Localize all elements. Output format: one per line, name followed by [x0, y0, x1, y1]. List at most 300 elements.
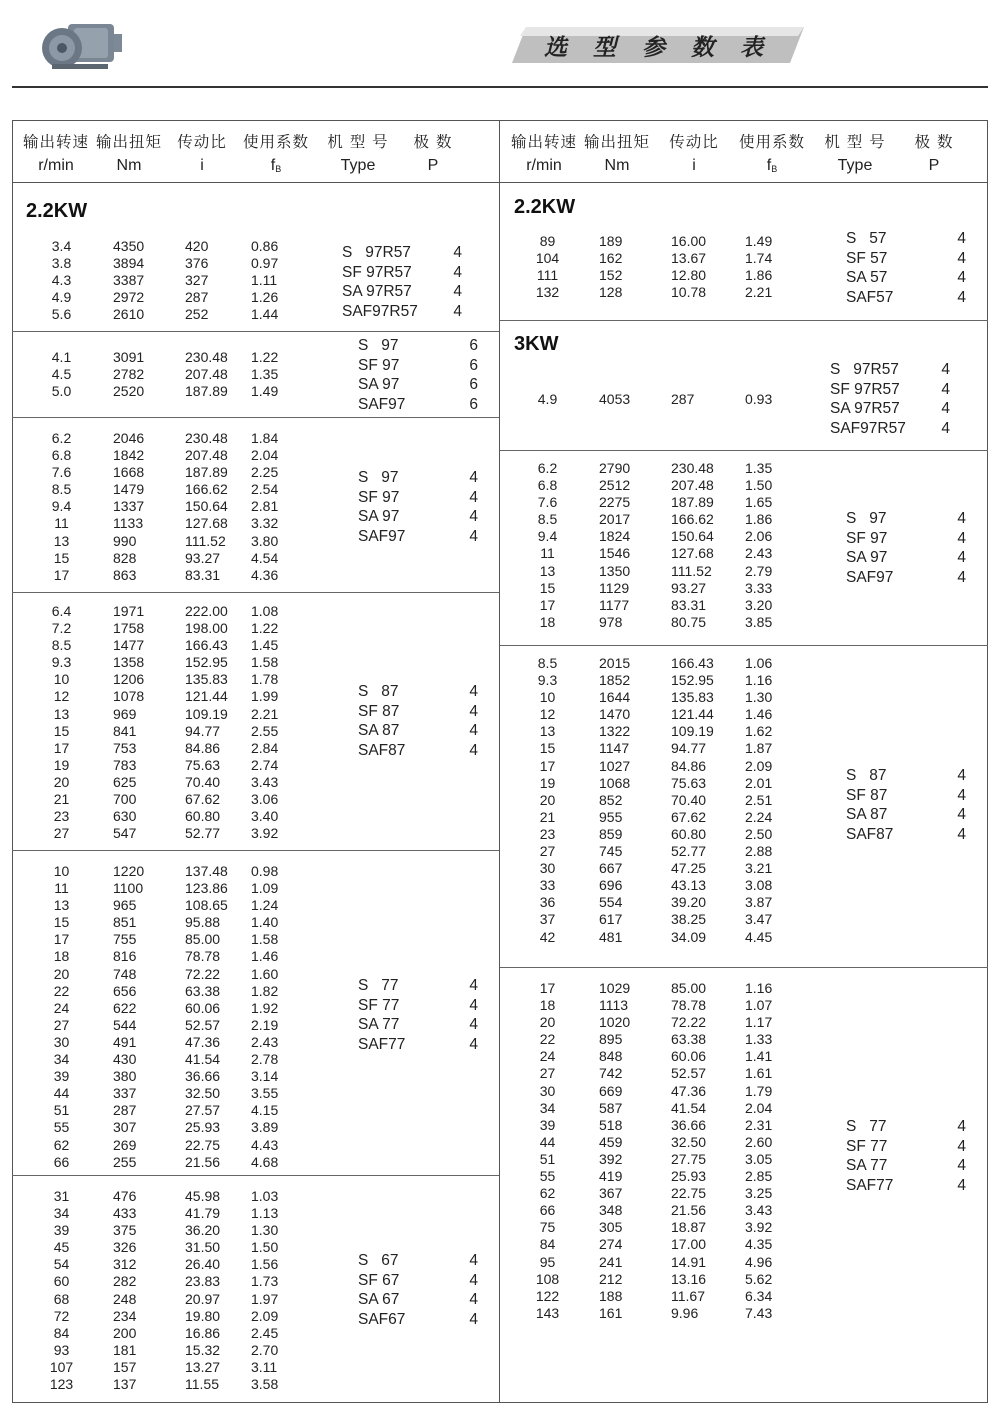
ratio-cell: 38.25 — [671, 911, 707, 928]
speed-cell: 4.1 — [51, 349, 72, 365]
ratio-cell: 47.36 — [671, 1082, 707, 1099]
ratio-cell: 26.40 — [185, 1256, 221, 1273]
factor-cell: 0.86 — [251, 238, 279, 254]
model-type: SAF87 — [358, 741, 406, 759]
speed-cell: 13 — [539, 723, 556, 740]
type-row — [358, 682, 478, 702]
torque-cell: 234 — [113, 1307, 137, 1324]
model-type: SF 77 — [358, 996, 400, 1014]
torque-cell: 828 — [113, 549, 137, 566]
factor-cell: 1.24 — [251, 897, 279, 914]
speed-cell: 89 — [539, 233, 556, 249]
pole-count: 4 — [957, 249, 966, 267]
table-row — [520, 843, 805, 860]
ratio-cell: 13.27 — [185, 1358, 221, 1375]
speed-cell: 17 — [539, 757, 556, 774]
speed-cell: 20 — [539, 1014, 556, 1031]
ratio-cell: 25.93 — [185, 1119, 221, 1136]
ratio-cell: 17.00 — [671, 1236, 707, 1253]
pole-count: 4 — [957, 1118, 966, 1135]
torque-cell: 1824 — [599, 528, 631, 545]
factor-cell: 1.49 — [251, 383, 279, 400]
table-row — [520, 563, 805, 580]
type-row — [846, 786, 966, 806]
table-row — [34, 255, 311, 272]
ratio-cell: 108.65 — [185, 897, 228, 914]
factor-cell: 3.80 — [251, 532, 279, 549]
table-row — [34, 1291, 311, 1308]
torque-cell: 755 — [113, 931, 137, 948]
pole-count: 4 — [469, 508, 478, 525]
ratio-cell: 166.62 — [185, 481, 228, 498]
factor-cell: 1.11 — [251, 272, 278, 289]
speed-cell: 30 — [539, 860, 556, 877]
speed-cell: 27 — [53, 1016, 70, 1033]
factor-cell: 0.98 — [251, 863, 279, 879]
speed-cell: 5.0 — [51, 383, 72, 400]
table-row — [520, 597, 805, 614]
ratio-cell: 75.63 — [185, 756, 221, 773]
factor-cell: 1.61 — [745, 1065, 773, 1082]
factor-cell: 1.06 — [745, 655, 773, 671]
torque-cell: 419 — [599, 1168, 623, 1185]
header-poles: 极 数 — [914, 133, 954, 151]
speed-cell: 4.5 — [51, 366, 72, 383]
ratio-cell: 230.48 — [185, 430, 228, 446]
torque-cell: 3894 — [113, 255, 145, 272]
factor-cell: 7.43 — [745, 1304, 773, 1321]
torque-cell: 1477 — [113, 637, 145, 654]
ratio-cell: 84.86 — [671, 757, 707, 774]
factor-cell: 1.44 — [251, 306, 279, 323]
header-rule — [12, 86, 988, 88]
torque-cell: 2275 — [599, 494, 631, 511]
speed-cell: 36 — [539, 894, 556, 911]
pole-count: 4 — [941, 400, 950, 417]
ratio-cell: 43.13 — [671, 877, 707, 894]
torque-cell: 852 — [599, 791, 623, 808]
left-section-1-rows — [34, 349, 311, 400]
left-power-label: 2.2KW — [26, 200, 88, 222]
type-row — [358, 702, 478, 722]
torque-cell: 241 — [599, 1253, 623, 1270]
speed-cell: 6.2 — [537, 460, 558, 476]
speed-cell: 19 — [539, 774, 556, 791]
header-ratio: 传动比 — [177, 133, 227, 151]
torque-cell: 337 — [113, 1085, 137, 1102]
speed-cell: 19 — [53, 756, 70, 773]
speed-cell: 66 — [53, 1153, 70, 1170]
factor-cell: 3.21 — [745, 860, 773, 877]
torque-cell: 895 — [599, 1031, 623, 1048]
ratio-cell: 45.98 — [185, 1188, 221, 1204]
ratio-cell: 32.50 — [671, 1133, 707, 1150]
torque-cell: 1027 — [599, 757, 631, 774]
speed-cell: 15 — [539, 579, 556, 596]
speed-cell: 23 — [539, 825, 556, 842]
factor-cell: 1.35 — [251, 366, 279, 383]
factor-cell: 3.20 — [745, 596, 773, 613]
factor-cell: 1.33 — [745, 1031, 773, 1048]
table-row — [34, 1342, 311, 1359]
table-row — [520, 655, 805, 672]
section-rule — [500, 645, 988, 646]
speed-cell: 62 — [539, 1185, 556, 1202]
type-row — [358, 527, 478, 547]
torque-cell: 137 — [113, 1376, 137, 1393]
speed-cell: 20 — [53, 965, 70, 982]
speed-cell: 93 — [53, 1341, 70, 1358]
header-factor-symbol: fB — [270, 157, 282, 174]
ratio-cell: 31.50 — [185, 1239, 221, 1256]
pole-count: 4 — [469, 996, 478, 1014]
ratio-cell: 13.16 — [671, 1270, 707, 1287]
speed-cell: 4.9 — [51, 289, 72, 306]
ratio-cell: 14.91 — [671, 1253, 707, 1270]
type-row — [358, 336, 478, 356]
speed-cell: 143 — [535, 1304, 560, 1321]
speed-cell: 9.4 — [51, 498, 72, 515]
factor-cell: 1.84 — [251, 430, 279, 446]
table-row — [34, 1359, 311, 1376]
factor-cell: 3.43 — [251, 773, 279, 790]
model-type: SF 97 — [358, 356, 400, 374]
speed-cell: 30 — [53, 1033, 70, 1050]
speed-cell: 12 — [539, 706, 556, 723]
model-type: SA 97R57 — [830, 400, 900, 417]
ratio-cell: 111.52 — [671, 562, 712, 579]
table-row — [520, 758, 805, 775]
pole-count: 4 — [469, 488, 478, 506]
factor-cell: 1.58 — [251, 931, 279, 948]
torque-cell: 1358 — [113, 654, 145, 671]
table-row — [34, 567, 311, 584]
ratio-cell: 63.38 — [185, 982, 221, 999]
right-section-0-rows — [520, 233, 805, 301]
ratio-cell: 150.64 — [671, 528, 714, 545]
table-row — [520, 997, 805, 1014]
table-row — [34, 447, 311, 464]
torque-cell: 617 — [599, 911, 623, 928]
pole-count: 4 — [469, 1271, 478, 1289]
table-row — [34, 897, 311, 914]
ratio-cell: 121.44 — [671, 706, 714, 723]
table-row — [34, 1154, 311, 1171]
header-speed-unit: r/min — [526, 157, 562, 174]
torque-cell: 656 — [113, 982, 137, 999]
speed-cell: 39 — [53, 1068, 70, 1085]
torque-cell: 459 — [599, 1133, 623, 1150]
model-type: S 97 — [358, 469, 399, 486]
table-row — [520, 689, 805, 706]
table-row — [34, 515, 311, 532]
table-row — [520, 528, 805, 545]
column-divider — [499, 120, 500, 1403]
model-type: SAF97 — [846, 568, 894, 586]
table-row — [520, 1014, 805, 1031]
speed-cell: 15 — [53, 722, 70, 739]
speed-cell: 108 — [535, 1270, 560, 1287]
ratio-cell: 222.00 — [185, 603, 228, 619]
model-type: SF 77 — [846, 1137, 888, 1155]
right-header-en — [508, 157, 968, 175]
type-row — [846, 529, 966, 549]
torque-cell: 544 — [113, 1016, 137, 1033]
torque-cell: 200 — [113, 1324, 137, 1341]
table-row — [34, 774, 311, 791]
type-row — [342, 243, 462, 263]
ratio-cell: 21.56 — [185, 1153, 221, 1170]
table-row — [520, 911, 805, 928]
ratio-cell: 16.86 — [185, 1324, 221, 1341]
factor-cell: 2.01 — [745, 774, 773, 791]
factor-cell: 3.89 — [251, 1119, 279, 1136]
speed-cell: 17 — [53, 739, 70, 756]
factor-cell: 2.21 — [251, 705, 279, 722]
model-type: S 97R57 — [342, 244, 411, 261]
header-torque: 输出扭矩 — [95, 133, 162, 151]
pole-count: 4 — [957, 767, 966, 784]
table-row — [520, 477, 805, 494]
factor-cell: 1.62 — [745, 723, 773, 740]
ratio-cell: 70.40 — [185, 773, 221, 790]
pole-count: 4 — [469, 683, 478, 700]
pole-count: 4 — [469, 469, 478, 486]
table-row — [34, 533, 311, 550]
pole-count: 4 — [453, 263, 462, 281]
model-type: SF 97R57 — [830, 380, 900, 398]
table-row — [34, 1102, 311, 1119]
factor-cell: 1.03 — [251, 1188, 279, 1204]
speed-cell: 111 — [536, 267, 559, 284]
speed-cell: 13 — [53, 705, 70, 722]
ratio-cell: 47.25 — [671, 860, 707, 877]
header-speed-unit: r/min — [38, 157, 74, 174]
ratio-cell: 135.83 — [671, 689, 714, 706]
ratio-cell: 13.67 — [671, 250, 707, 267]
model-type: SF 97 — [358, 488, 400, 506]
ratio-cell: 75.63 — [671, 774, 707, 791]
section-rule — [12, 331, 499, 332]
ratio-cell: 85.00 — [185, 931, 221, 948]
torque-cell: 1113 — [599, 997, 629, 1014]
torque-cell: 1971 — [113, 603, 145, 619]
factor-cell: 2.74 — [251, 756, 279, 773]
table-row — [520, 1100, 805, 1117]
ratio-cell: 60.80 — [185, 808, 221, 825]
table-row — [520, 250, 805, 267]
type-row — [846, 288, 966, 308]
speed-cell: 51 — [53, 1102, 70, 1119]
header-bottom-rule — [12, 182, 988, 183]
pole-count: 4 — [957, 1176, 966, 1194]
section-rule — [12, 1175, 499, 1176]
model-type: SA 97R57 — [342, 283, 412, 300]
speed-cell: 17 — [539, 980, 556, 996]
type-row — [846, 805, 966, 825]
torque-cell: 287 — [113, 1102, 137, 1119]
torque-cell: 2520 — [113, 383, 145, 400]
torque-cell: 969 — [113, 705, 137, 722]
factor-cell: 1.46 — [251, 948, 279, 965]
table-row — [520, 1305, 805, 1322]
pole-count: 4 — [469, 702, 478, 720]
torque-cell: 1220 — [113, 863, 145, 879]
factor-cell: 2.60 — [745, 1133, 773, 1150]
factor-cell: 1.65 — [745, 494, 773, 511]
ratio-cell: 19.80 — [185, 1307, 221, 1324]
ratio-cell: 327 — [185, 272, 209, 289]
ratio-cell: 22.75 — [671, 1185, 707, 1202]
model-type: S 87 — [358, 683, 399, 700]
factor-cell: 4.68 — [251, 1153, 279, 1170]
ratio-cell: 127.68 — [185, 515, 228, 532]
torque-cell: 269 — [113, 1136, 137, 1153]
factor-cell: 1.07 — [745, 997, 773, 1014]
model-type: S 77 — [846, 1118, 887, 1135]
factor-cell: 1.74 — [745, 250, 773, 267]
torque-cell: 696 — [599, 877, 623, 894]
torque-cell: 282 — [113, 1273, 137, 1290]
speed-cell: 22 — [539, 1031, 556, 1048]
torque-cell: 667 — [599, 860, 623, 877]
ratio-cell: 207.48 — [185, 447, 228, 464]
speed-cell: 75 — [539, 1219, 556, 1236]
type-row — [830, 399, 950, 419]
speed-cell: 107 — [49, 1358, 74, 1375]
torque-cell: 375 — [113, 1222, 137, 1239]
speed-cell: 15 — [53, 914, 70, 931]
torque-cell: 783 — [113, 756, 137, 773]
ratio-cell: 121.44 — [185, 688, 228, 705]
torque-cell: 1078 — [113, 688, 145, 705]
ratio-cell: 20.97 — [185, 1290, 221, 1307]
table-row — [34, 966, 311, 983]
table-row — [34, 550, 311, 567]
ratio-cell: 94.77 — [671, 740, 707, 757]
torque-cell: 2512 — [599, 477, 631, 494]
model-type: SF 97 — [846, 529, 888, 547]
torque-cell: 2015 — [599, 655, 631, 671]
factor-cell: 4.54 — [251, 549, 279, 566]
left-section-2-types — [358, 468, 478, 546]
factor-cell: 3.85 — [745, 613, 773, 630]
pole-count: 4 — [469, 741, 478, 759]
header-type-en: Type — [340, 157, 376, 174]
table-row — [34, 620, 311, 637]
pole-count: 4 — [957, 786, 966, 804]
speed-cell: 60 — [53, 1273, 70, 1290]
speed-cell: 55 — [539, 1168, 556, 1185]
factor-cell: 1.41 — [745, 1048, 773, 1065]
table-row — [520, 1083, 805, 1100]
type-row — [358, 488, 478, 508]
torque-cell: 1337 — [113, 498, 145, 515]
model-type: SA 97 — [846, 549, 888, 566]
factor-cell: 1.50 — [251, 1239, 279, 1256]
ratio-cell: 41.54 — [671, 1099, 707, 1116]
ratio-cell: 72.22 — [185, 965, 221, 982]
model-type: SAF97R57 — [342, 302, 418, 320]
torque-cell: 476 — [113, 1188, 137, 1204]
table-row — [34, 481, 311, 498]
ratio-cell: 93.27 — [185, 549, 221, 566]
speed-cell: 34 — [53, 1051, 70, 1068]
speed-cell: 84 — [53, 1324, 70, 1341]
right-power-label-3kw: 3KW — [514, 333, 559, 355]
torque-cell: 4350 — [113, 238, 145, 254]
pole-count: 4 — [957, 230, 966, 247]
model-type: SAF77 — [358, 1035, 406, 1053]
torque-cell: 1668 — [113, 464, 145, 481]
ratio-cell: 36.66 — [185, 1068, 221, 1085]
torque-cell: 1029 — [599, 980, 631, 996]
pole-count: 4 — [469, 1252, 478, 1269]
speed-cell: 13 — [539, 562, 556, 579]
ratio-cell: 198.00 — [185, 620, 228, 637]
torque-cell: 1350 — [599, 562, 631, 579]
header-torque-unit: Nm — [604, 157, 630, 174]
torque-cell: 630 — [113, 808, 137, 825]
factor-cell: 3.25 — [745, 1185, 773, 1202]
factor-cell: 1.35 — [745, 460, 773, 476]
speed-cell: 34 — [53, 1205, 70, 1222]
table-row — [34, 808, 311, 825]
ratio-cell: 27.75 — [671, 1150, 707, 1167]
factor-cell: 1.08 — [251, 603, 279, 619]
right-power-label: 2.2KW — [514, 196, 576, 218]
factor-cell: 2.55 — [251, 722, 279, 739]
ratio-cell: 11.55 — [185, 1376, 219, 1393]
factor-cell: 1.79 — [745, 1082, 773, 1099]
pole-count: 4 — [469, 1016, 478, 1033]
model-type: SA 97 — [358, 508, 400, 525]
factor-cell: 2.06 — [745, 528, 773, 545]
model-type: SA 67 — [358, 1291, 400, 1308]
factor-cell: 3.32 — [251, 515, 279, 532]
pole-count: 6 — [469, 337, 478, 354]
factor-cell: 1.99 — [251, 688, 279, 705]
ratio-cell: 52.57 — [671, 1065, 707, 1082]
table-row — [520, 1168, 805, 1185]
model-type: SAF67 — [358, 1310, 406, 1328]
type-row — [846, 1137, 966, 1157]
factor-cell: 2.31 — [745, 1116, 773, 1133]
speed-cell: 8.5 — [537, 655, 558, 671]
factor-cell: 2.50 — [745, 825, 773, 842]
ratio-cell: 41.54 — [185, 1051, 221, 1068]
table-row — [520, 1065, 805, 1082]
model-type: SF 87 — [358, 702, 400, 720]
ratio-cell: 52.77 — [671, 843, 707, 860]
ratio-cell: 230.48 — [185, 349, 228, 365]
factor-cell: 2.85 — [745, 1168, 773, 1185]
table-row — [34, 791, 311, 808]
torque-cell: 1129 — [599, 579, 630, 596]
ratio-cell: 187.89 — [185, 464, 228, 481]
table-row — [34, 498, 311, 515]
speed-cell: 8.5 — [51, 481, 72, 498]
torque-cell: 848 — [599, 1048, 623, 1065]
factor-cell: 1.30 — [745, 689, 773, 706]
header-factor: 使用系数 — [738, 133, 805, 151]
model-type: S 97 — [846, 510, 887, 527]
torque-cell: 1068 — [599, 774, 631, 791]
type-row — [358, 996, 478, 1016]
torque-cell: 157 — [113, 1358, 137, 1375]
model-type: SAF87 — [846, 825, 894, 843]
speed-cell: 54 — [53, 1256, 70, 1273]
